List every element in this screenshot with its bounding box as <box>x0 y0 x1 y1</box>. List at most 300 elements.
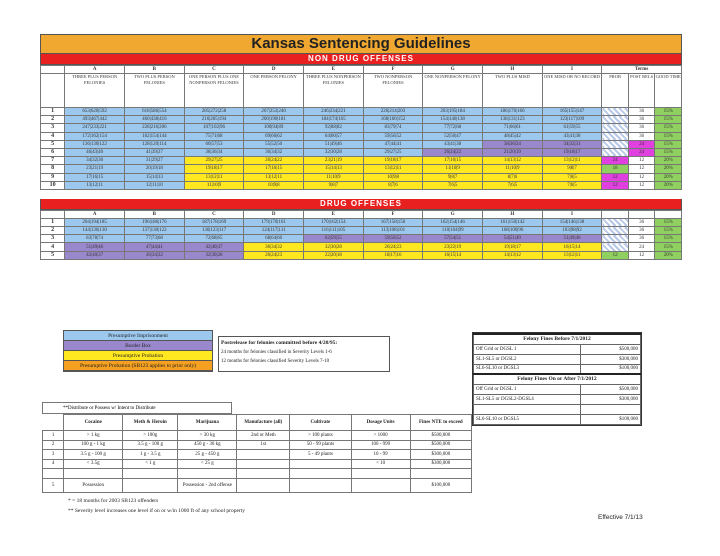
quantity-cell: $300,000 <box>410 450 471 460</box>
legend-item: Presumptive Probation (SB123 applies to prior only) <box>64 361 212 371</box>
prob-cell <box>602 108 629 116</box>
sentence-cell: 200|190|181 <box>244 116 304 124</box>
sentence-cell: 17|16|15 <box>244 165 304 173</box>
severity-level: 2 <box>41 227 65 235</box>
fines-title-row <box>474 374 641 384</box>
severity-level: 4 <box>41 132 65 140</box>
corner-cell <box>41 210 65 218</box>
quantity-level: 5 <box>43 478 64 492</box>
column-letter: C <box>184 210 244 218</box>
quantity-row <box>43 450 472 460</box>
sentence-cell: 59|56|52 <box>363 235 423 243</box>
sentence-cell: 68|64|60 <box>244 235 304 243</box>
sentence-cell: 162|154|146 <box>423 218 483 226</box>
sentence-cell: 168|160|152 <box>363 116 423 124</box>
quantity-row <box>43 440 472 450</box>
prob-cell: 12 <box>602 251 629 259</box>
quantity-header: Manufacture (all) <box>237 415 290 431</box>
quantity-row <box>43 431 472 441</box>
severity-level: 9 <box>41 173 65 181</box>
sentence-cell: 23|22|19 <box>423 243 483 251</box>
sentence-cell: 20|19|18 <box>124 165 184 173</box>
prob-cell <box>602 218 629 226</box>
sentence-cell: 15|14|13 <box>304 165 364 173</box>
column-letter: A <box>65 66 125 74</box>
quantity-cell: < 10 <box>351 459 410 469</box>
column-letter: B <box>124 66 184 74</box>
quantity-header: Meth & Heroin <box>123 415 178 431</box>
quantity-cell: $500,000 <box>410 440 471 450</box>
column-description: ONE PERSON FELONY <box>244 74 304 108</box>
note-sb123: * = 18 months for 2003 SB123 offenders <box>68 498 159 504</box>
good-time-cell: 20% <box>655 173 682 181</box>
quantity-cell: > 100 plants <box>290 431 351 441</box>
sentence-cell: 9|8|7 <box>542 165 602 173</box>
sentence-cell: 52|50|47 <box>423 132 483 140</box>
sentence-cell: 64|60|57 <box>304 132 364 140</box>
severity-row <box>41 108 682 116</box>
good-time-cell: 15% <box>655 235 682 243</box>
column-letter: A <box>65 210 125 218</box>
sentence-cell: 113|108|101 <box>363 227 423 235</box>
sentence-cell: 138|131|123 <box>483 116 543 124</box>
quantity-cell: < 1 g <box>123 459 178 469</box>
drug-quantity-table <box>42 402 472 493</box>
severity-row <box>41 165 682 173</box>
column-letter: B <box>124 210 184 218</box>
severity-row <box>41 132 682 140</box>
sentence-cell: 226|214|203 <box>363 108 423 116</box>
quantity-header: Cultivate <box>290 415 351 431</box>
fines-title: Felony Fines Before 7/1/2012 <box>474 334 641 344</box>
quantity-caption: **Distribute or Possess w/ Intent to Distribute <box>42 402 232 414</box>
guidelines-sheet <box>40 34 682 260</box>
sentence-cell: 47|44|41 <box>124 243 184 251</box>
sentence-cell: 36|34|32 <box>244 148 304 156</box>
good-time-cell: 15% <box>655 148 682 156</box>
column-letter: E <box>304 66 364 74</box>
prob-cell <box>602 227 629 235</box>
severity-level: 5 <box>41 251 65 259</box>
sentence-cell: 71|66|61 <box>483 124 543 132</box>
prob-cell <box>602 132 629 140</box>
fines-row <box>474 354 641 364</box>
sentence-cell: 116|111|105 <box>304 227 364 235</box>
quantity-cell <box>123 478 178 492</box>
quantity-cell: > 1 kg <box>64 431 123 441</box>
effective-date: Effective 7/1/13 <box>598 514 643 521</box>
blank-cell <box>43 469 64 479</box>
legend-item: Presumptive Imprisonment <box>64 331 212 341</box>
sentence-cell: 59|56|52 <box>363 132 423 140</box>
quantity-header-row <box>43 415 472 431</box>
sentence-cell: 108|100|96 <box>483 227 543 235</box>
sentence-cell: 130|123|117 <box>184 227 244 235</box>
sentence-cell: 18|17|16 <box>363 251 423 259</box>
sentence-cell: 23|21|19 <box>304 157 364 165</box>
quantity-level: 2 <box>43 440 64 450</box>
sentence-cell: 203|195|184 <box>423 108 483 116</box>
sentence-cell: 42|40|37 <box>65 251 125 259</box>
post-release-cell: 36 <box>628 227 655 235</box>
fines-value: $500,000 <box>581 384 641 394</box>
post-release-cell: 36 <box>628 124 655 132</box>
sentence-cell: 38|36|34 <box>483 140 543 148</box>
fines-row <box>474 344 641 354</box>
good-time-cell: 15% <box>655 227 682 235</box>
post-release-cell: 12 <box>628 251 655 259</box>
postrelease-heading: Postrelease for felonies committed before 4/20/95: <box>221 340 338 346</box>
blank-cell <box>64 469 123 479</box>
sentence-cell: 26|24|22 <box>423 148 483 156</box>
sentence-cell: 460|438|416 <box>124 116 184 124</box>
column-description: ONE NONPERSON FELONY <box>423 74 483 108</box>
severity-row <box>41 116 682 124</box>
quantity-cell: < 3.5g <box>64 459 123 469</box>
sentence-cell: 26|24|23 <box>244 251 304 259</box>
quantity-cell: $500,000 <box>410 431 471 441</box>
good-time-cell: 15% <box>655 132 682 140</box>
sentence-cell: 57|54|51 <box>423 235 483 243</box>
post-release-cell: 12 <box>628 181 655 189</box>
legend <box>63 330 213 372</box>
legend-item: Presumptive Probation <box>64 351 212 361</box>
prob-cell: 24 <box>602 157 629 165</box>
sentence-cell: 62|59|55 <box>304 235 364 243</box>
note-school: ** Severity level increases one level if on or w/in 1000 ft of any school property <box>68 508 246 514</box>
sentence-cell: 493|467|442 <box>65 116 125 124</box>
severity-level: 2 <box>41 116 65 124</box>
corner-cell <box>41 74 65 108</box>
sentence-cell: 26|24|22 <box>244 157 304 165</box>
prob-cell <box>602 116 629 124</box>
page-title: Kansas Sentencing Guidelines <box>40 34 682 54</box>
good-time-cell: 20% <box>655 157 682 165</box>
column-letter: G <box>423 210 483 218</box>
sentence-cell: 110|104|99 <box>423 227 483 235</box>
sentence-cell: 34|32|31 <box>542 140 602 148</box>
fines-title: Felony Fines On or After 7/1/2012 <box>474 374 641 384</box>
corner-cell <box>602 210 629 218</box>
column-letter: H <box>483 66 543 74</box>
drug-banner: DRUG OFFENSES <box>40 199 682 210</box>
sentence-cell: 75|71|68 <box>184 132 244 140</box>
post-release-cell: 12 <box>628 173 655 181</box>
sentence-cell: 83|79|74 <box>363 124 423 132</box>
sentence-cell: 29|27|25 <box>363 148 423 156</box>
sentence-cell: 31|29|27 <box>124 157 184 165</box>
quantity-header: Marijuana <box>178 415 237 431</box>
column-description: THREE PLUS PERSON FELONIES <box>65 74 125 108</box>
column-letter: C <box>184 66 244 74</box>
quantity-level: 4 <box>43 459 64 469</box>
column-description: THREE PLUS NONPERSON FELONIES <box>304 74 364 108</box>
postrelease-line: 12 months for felonies classified Severity Levels 7-10 <box>221 359 330 364</box>
quantity-cell: 5 - 49 plants <box>290 450 351 460</box>
sentence-cell: 16|15|14 <box>542 243 602 251</box>
column-letter: E <box>304 210 364 218</box>
sentence-cell: 21|20|19 <box>483 148 543 156</box>
blank-cell <box>410 469 471 479</box>
sentence-cell: 32|30|28 <box>304 243 364 251</box>
quantity-cell: 100 - 999 <box>351 440 410 450</box>
post-release-cell: 24 <box>628 148 655 156</box>
good-time-cell: 20% <box>655 165 682 173</box>
sentence-cell: 618|586|554 <box>124 108 184 116</box>
sentence-cell: 34|32|30 <box>65 157 125 165</box>
quantity-cell: > 30 kg <box>178 431 237 441</box>
sentence-cell: 12|11|10 <box>124 181 184 189</box>
fines-label: SL1-SL5 or DGSL2-DGSL4 <box>474 394 581 404</box>
sentence-cell: 128|120|114 <box>124 140 184 148</box>
sentence-cell: 7|6|5 <box>483 181 543 189</box>
column-letter: D <box>244 210 304 218</box>
blank-cell <box>123 469 178 479</box>
prob-cell: 12 <box>602 173 629 181</box>
drug-severity-row <box>41 243 682 251</box>
fines-label: SL6-SL10 or DGSL5 <box>474 414 581 424</box>
post-release-cell: 36 <box>628 108 655 116</box>
fines-row <box>474 394 641 404</box>
fines-value: $100,000 <box>581 414 641 424</box>
sentence-cell: 26|24|23 <box>363 243 423 251</box>
sentence-cell: 36|34|32 <box>244 243 304 251</box>
sentence-cell: 154|146|138 <box>423 116 483 124</box>
prob-cell: 18 <box>602 165 629 173</box>
post-release-cell: 12 <box>628 165 655 173</box>
terms-label: Terms <box>602 66 682 74</box>
severity-level: 5 <box>41 140 65 148</box>
column-letter: D <box>244 66 304 74</box>
good-time-cell: 15% <box>655 116 682 124</box>
term-header: GOOD TIME <box>655 74 682 108</box>
severity-row <box>41 148 682 156</box>
sentence-cell: 77|73|68 <box>124 235 184 243</box>
fines-label: Off Grid or DGSL 1 <box>474 344 581 354</box>
quantity-cell: Possession <box>64 478 123 492</box>
fines-label <box>474 404 581 414</box>
fines-row <box>474 384 641 394</box>
sentence-cell: 47|44|41 <box>363 140 423 148</box>
sentence-cell: 107|102|96 <box>184 124 244 132</box>
sentence-cell: 13|12|11 <box>542 157 602 165</box>
sentence-cell: 9|8|7 <box>304 181 364 189</box>
quantity-header: Cocaine <box>64 415 123 431</box>
fines-value <box>581 404 641 414</box>
severity-row <box>41 173 682 181</box>
sentence-cell: 23|21|19 <box>65 165 125 173</box>
sentence-cell: 51|49|46 <box>542 235 602 243</box>
fines-row <box>474 404 641 414</box>
quantity-header <box>43 415 64 431</box>
blank-cell <box>178 469 237 479</box>
sentence-cell: 246|234|221 <box>304 108 364 116</box>
sentence-cell: 267|253|240 <box>244 108 304 116</box>
severity-level: 4 <box>41 243 65 251</box>
sentence-cell: 167|158|150 <box>363 218 423 226</box>
severity-level: 1 <box>41 108 65 116</box>
quantity-cell <box>237 459 290 469</box>
sentence-cell: 216|205|194 <box>184 116 244 124</box>
quantity-header: Dosage Units <box>351 415 410 431</box>
corner-cell <box>41 66 65 74</box>
prob-cell: 12 <box>602 181 629 189</box>
quantity-cell <box>237 450 290 460</box>
good-time-cell: 15% <box>655 140 682 148</box>
sentence-cell: 46|43|40 <box>65 148 125 156</box>
drug-severity-row <box>41 227 682 235</box>
sentence-cell: 19|18|17 <box>483 243 543 251</box>
sentence-cell: 13|12|11 <box>184 173 244 181</box>
sentence-cell: 41|39|37 <box>124 148 184 156</box>
quantity-cell: 100 g - 1 kg <box>64 440 123 450</box>
drug-severity-row <box>41 218 682 226</box>
quantity-cell: 1 g - 3.5 g <box>123 450 178 460</box>
sentence-cell: 228|216|206 <box>124 124 184 132</box>
quantity-cell <box>290 459 351 469</box>
corner-cell <box>628 210 655 218</box>
sentence-cell: 11|10|9 <box>483 165 543 173</box>
column-letter: G <box>423 66 483 74</box>
sentence-cell: 123|117|109 <box>542 116 602 124</box>
sentence-cell: 92|88|82 <box>304 124 364 132</box>
sentence-cell: 11|10|9 <box>304 173 364 181</box>
good-time-cell: 20% <box>655 251 682 259</box>
sentence-cell: 179|170|161 <box>244 218 304 226</box>
prob-cell <box>602 124 629 132</box>
blank-cell <box>351 469 410 479</box>
sentence-cell: 72|68|65 <box>184 235 244 243</box>
postrelease-line: 24 months for felonies classified in Severity Levels 1-6 <box>221 350 332 355</box>
sentence-cell: 7|6|5 <box>542 173 602 181</box>
sentence-cell: 161|150|142 <box>483 218 543 226</box>
fines-value: $500,000 <box>581 344 641 354</box>
sentence-cell: 43|41|38 <box>423 140 483 148</box>
quantity-cell: $100,000 <box>410 478 471 492</box>
quantity-row <box>43 459 472 469</box>
sentence-cell: 13|12|11 <box>542 251 602 259</box>
column-letter: H <box>483 210 543 218</box>
sentence-cell: 8|7|6 <box>483 173 543 181</box>
sentence-cell: 162|154|144 <box>124 132 184 140</box>
severity-level: 8 <box>41 165 65 173</box>
sentence-cell: 137|130|122 <box>124 227 184 235</box>
severity-row <box>41 140 682 148</box>
quantity-cell <box>237 478 290 492</box>
post-release-cell: 36 <box>628 132 655 140</box>
sentence-cell: 8|7|6 <box>363 181 423 189</box>
header-row <box>41 210 682 218</box>
sentence-cell: 16|15|14 <box>423 251 483 259</box>
column-description: ONE MISD OR NO RECORD <box>542 74 602 108</box>
quantity-cell: > 1000 <box>351 431 410 441</box>
sentence-cell: 69|66|62 <box>244 132 304 140</box>
sentence-cell: 13|12|11 <box>363 165 423 173</box>
quantity-level: 1 <box>43 431 64 441</box>
sentence-cell: 247|233|221 <box>65 124 125 132</box>
fines-box <box>472 332 642 426</box>
sentence-cell: 32|30|28 <box>184 251 244 259</box>
sentence-cell: 61|59|55 <box>542 124 602 132</box>
fines-row <box>474 364 641 374</box>
sentence-cell: 100|94|89 <box>244 124 304 132</box>
sentence-cell: 7|6|5 <box>423 181 483 189</box>
sentence-cell: 13|12|11 <box>244 173 304 181</box>
fines-label: SL6-SL10 or DGSL3 <box>474 364 581 374</box>
good-time-cell: 15% <box>655 124 682 132</box>
sentence-cell: 14|13|12 <box>483 157 543 165</box>
quantity-level: 3 <box>43 450 64 460</box>
sentence-cell: 9|8|7 <box>423 173 483 181</box>
sentence-cell: 136|130|122 <box>65 140 125 148</box>
description-row <box>41 74 682 108</box>
severity-level: 10 <box>41 181 65 189</box>
quantity-cell: < 25 g <box>178 459 237 469</box>
postrelease-box <box>218 336 390 372</box>
fines-value: $300,000 <box>581 354 641 364</box>
quantity-cell: 450 g - 30 kg <box>178 440 237 450</box>
sentence-cell: 22|20|18 <box>304 251 364 259</box>
fines-row <box>474 414 641 424</box>
blank-cell <box>290 469 351 479</box>
sentence-cell: 13|12|11 <box>65 181 125 189</box>
sentence-cell: 11|10|9 <box>184 181 244 189</box>
sentence-cell: 43|41|38 <box>542 132 602 140</box>
sentence-cell: 186|176|166 <box>483 108 543 116</box>
legend-item: Border Box <box>64 341 212 351</box>
sentence-cell: 103|98|92 <box>542 227 602 235</box>
severity-level: 7 <box>41 157 65 165</box>
sentence-cell: 14|13|12 <box>483 251 543 259</box>
sentence-cell: 165|155|147 <box>542 108 602 116</box>
sentence-cell: 19|18|17 <box>363 157 423 165</box>
quantity-header: Fines NTE to exceed <box>410 415 471 431</box>
corner-cell <box>655 210 682 218</box>
column-description: TWO PLUS MISD <box>483 74 543 108</box>
sentence-cell: 15|14|13 <box>124 173 184 181</box>
quantity-cell <box>351 478 410 492</box>
drug-severity-row <box>41 235 682 243</box>
sentence-cell: 170|162|154 <box>304 218 364 226</box>
sentence-cell: 51|49|46 <box>65 243 125 251</box>
good-time-cell: 15% <box>655 243 682 251</box>
quantity-cell: 3.5 g - 100 g <box>123 440 178 450</box>
sentence-cell: 54|51|49 <box>483 235 543 243</box>
sentence-cell: 196|186|176 <box>124 218 184 226</box>
sentence-cell: 11|10|9 <box>423 165 483 173</box>
quantity-cell <box>290 478 351 492</box>
severity-level: 3 <box>41 124 65 132</box>
quantity-cell: > 100g <box>123 431 178 441</box>
sentence-cell: 17|16|15 <box>423 157 483 165</box>
term-header: PROB <box>602 74 629 108</box>
severity-row <box>41 181 682 189</box>
fines-title-row <box>474 334 641 344</box>
severity-level: 3 <box>41 235 65 243</box>
column-letter: F <box>363 66 423 74</box>
nondrug-banner: NON DRUG OFFENSES <box>40 54 682 65</box>
quantity-cell: 2nd or Meth <box>237 431 290 441</box>
term-header: POST RELS <box>628 74 655 108</box>
sentence-cell: 55|52|50 <box>244 140 304 148</box>
fines-label: SL1-SL5 or DGSL2 <box>474 354 581 364</box>
column-description: TWO NONPERSON FELONIES <box>363 74 423 108</box>
sentence-cell: 38|36|34 <box>184 148 244 156</box>
column-letter: I <box>542 66 602 74</box>
quantity-cell: 10 - 99 <box>351 450 410 460</box>
quantity-cell: $300,000 <box>410 459 471 469</box>
quantity-cell: 25 g - 450 g <box>178 450 237 460</box>
